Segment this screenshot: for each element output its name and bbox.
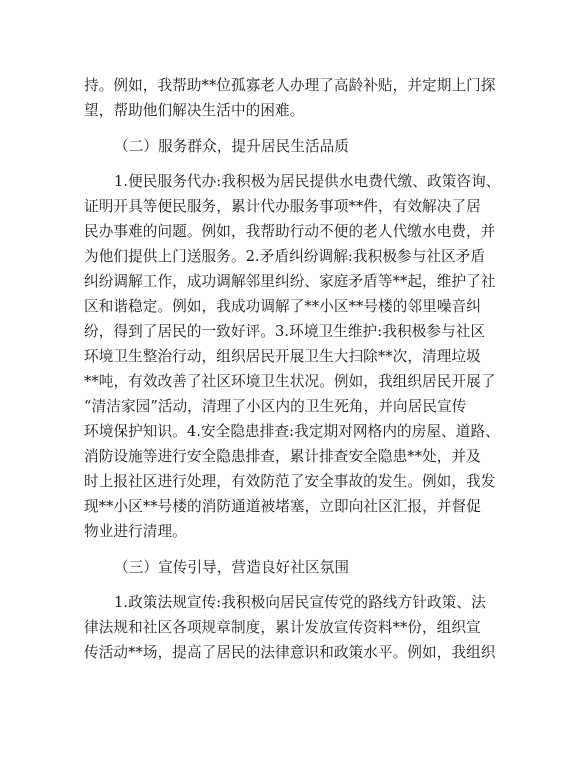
paragraph-line: 纷，得到了居民的一致好评。3.环境卫生维护:我积极参与社区 [84,323,486,340]
paragraph-line: 1.政策法规宣传:我积极向居民宣传党的路线方针政策、法 [114,594,486,611]
paragraph-line: 持。例如，我帮助**位孤寡老人办理了高龄补贴，并定期上门探 [84,77,496,94]
paragraph-line: 区和谐稳定。例如，我成功调解了**小区**号楼的邻里噪音纠 [84,298,481,315]
paragraph-line: 1.便民服务代办:我积极为居民提供水电费代缴、政策咨询、 [114,173,501,190]
paragraph-line: 物业进行清理。 [84,523,187,540]
section-heading: （三）宣传引导，营造良好社区氛围 [114,559,350,576]
paragraph-line: 传活动**场，提高了居民的法律意识和政策水平。例如，我组织 [84,644,496,661]
paragraph-line: 律法规和社区各项规章制度，累计发放宣传资料**份，组织宣 [84,619,481,636]
paragraph-line: 纠纷调解工作，成功调解邻里纠纷、家庭矛盾等**起，维护了社 [84,273,496,290]
paragraph-line: 望，帮助他们解决生活中的困难。 [84,102,305,119]
paragraph-line: 环境卫生整治行动，组织居民开展卫生大扫除**次，清理垃圾 [84,348,481,365]
paragraph-line: 为他们提供上门送服务。2.矛盾纠纷调解:我积极参与社区矛盾 [84,248,486,265]
paragraph-line: 证明开具等便民服务，累计代办服务事项**件，有效解决了居 [84,198,481,215]
paragraph-line: **吨，有效改善了社区环境卫生状况。例如，我组织居民开展了 [84,373,496,390]
paragraph-line: 民办事难的问题。例如，我帮助行动不便的老人代缴水电费，并 [84,223,496,240]
paragraph-line: 消防设施等进行安全隐患排查，累计排查安全隐患**处，并及 [84,448,481,465]
paragraph-line: 环境保护知识。4.安全隐患排查:我定期对网格内的房屋、道路、 [84,423,500,440]
paragraph-line: “清洁家园”活动，清理了小区内的卫生死角，并向居民宣传 [84,398,467,415]
paragraph-line: 现**小区**号楼的消防通道被堵塞，立即向社区汇报，并督促 [84,498,481,515]
section-heading: （二）服务群众，提升居民生活品质 [114,138,350,155]
paragraph-line: 时上报社区进行处理，有效防范了安全事故的发生。例如，我发 [84,473,496,490]
